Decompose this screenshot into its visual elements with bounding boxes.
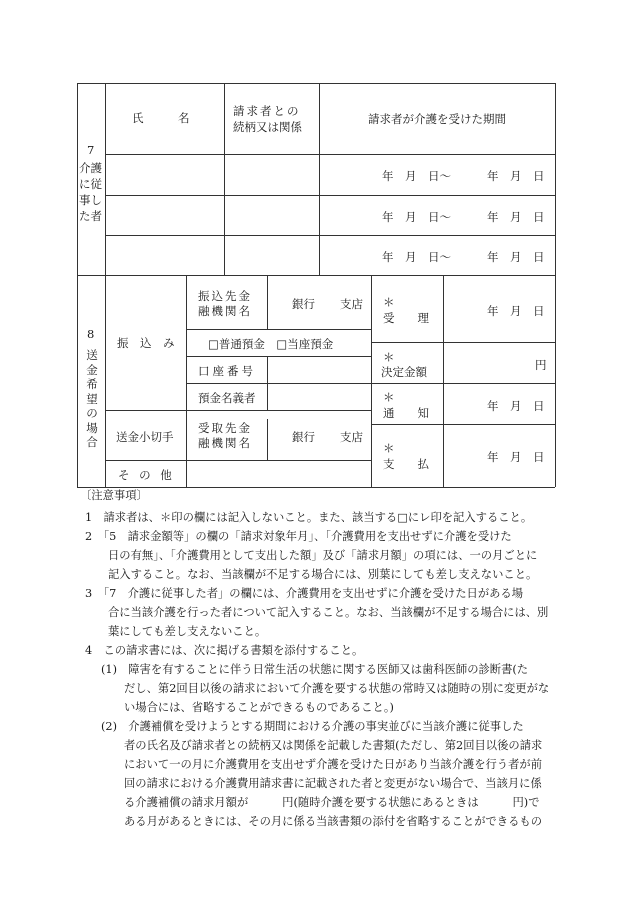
yen-label: 円: [535, 358, 547, 372]
deposit-type-checkboxes[interactable]: □普通預金 □当座預金: [208, 337, 334, 351]
col-relation-line: 続柄又は関係: [233, 120, 302, 134]
branch-suffix: 支店: [340, 430, 363, 444]
note-line: (1) 障害を有することに伴う日常生活の状態に関する医師又は歯科医師の診断書(た: [101, 663, 529, 676]
note-line: 葉にしても差し支えないこと。: [108, 625, 267, 638]
note-line: 回の請求における介護費用請求書に記載された者と変更がない場合で、当該月に係: [124, 777, 542, 790]
col-name-header: 氏 名: [132, 111, 190, 125]
other-label: そ の 他: [118, 468, 175, 482]
bank-label-line: 融機関名: [198, 304, 252, 318]
bank-suffix: 銀行: [292, 297, 315, 311]
note-line: 3 「7 介護に従事した者」の欄には、介護費用を支出せずに介護を受けた日がある場: [85, 587, 524, 600]
section7-label-line: に従: [79, 177, 102, 191]
notice-label: 通 知: [383, 406, 429, 420]
col-relation-line: 請求者との: [233, 104, 301, 118]
note-line: 4 この請求書には、次に掲げる書類を添付すること。: [85, 644, 364, 657]
section8-label-char: 合: [86, 435, 98, 449]
account-number-label: 口座番号: [198, 364, 256, 378]
note-line: 合に当該介護を行った者について記入すること。なお、当該欄が不足する場合には、別: [108, 606, 549, 619]
note-line: ある月があるときには、その月に係る当該書類の添付を省略することができるもの: [124, 815, 542, 828]
note-line: において一の月に介護費用を支出せず介護を受けた日があり当該介護を行う者が前: [124, 758, 542, 771]
section8-label: [85, 348, 99, 450]
bank-label-line: 振込先金: [198, 289, 252, 303]
bank-label: [198, 289, 252, 319]
section7-label-line: た者: [79, 209, 102, 223]
section8-label-char: 望: [86, 391, 98, 406]
period-from: 年 月 日～: [382, 169, 451, 183]
note-line: 1 請求者は、＊印の欄には記入しないこと。また、該当する□にレ印を記入すること。: [85, 511, 533, 524]
note-line: 者の氏名及び請求者との続柄又は関係を記載した書類(ただし、第2回目以後の請求: [124, 739, 543, 752]
col-relation-header: [233, 103, 302, 135]
juri-mark: ＊: [383, 295, 395, 309]
note-line: だし、第2回目以後の請求において介護を要する状態の常時又は随時の別に変更がな: [124, 682, 550, 695]
section8-label-char: 送: [86, 348, 98, 362]
check-label: 送金小切手: [116, 430, 174, 444]
pay-mark: ＊: [383, 441, 395, 455]
juri-label: 受 理: [383, 311, 429, 325]
section7-label: [79, 160, 102, 224]
note-line: 2 「5 請求金額等」の欄の「請求対象年月」、「介護費用を支出せずに介護を受けた: [85, 530, 512, 543]
period-from: 年 月 日～: [382, 250, 451, 264]
section7-label-line: 介護: [79, 161, 102, 175]
section8-label-char: 場: [86, 420, 98, 435]
period-to: 年 月 日: [487, 210, 545, 224]
note-line: (2) 介護補償を受けようとする期間における介護の事実並びに当該介護に従事した: [101, 720, 524, 733]
note-line: る介護補償の請求月額が 円(随時介護を要する状態にあるときは 円)で: [124, 796, 540, 809]
note-line: 記入すること。なお、当該欄が不足する場合には、別葉にしても差し支えないこと。: [108, 568, 538, 581]
notice-mark: ＊: [383, 390, 395, 404]
period-from: 年 月 日～: [382, 210, 451, 224]
receive-bank-line: 受取先金: [198, 421, 252, 435]
col-period-header: 請求者が介護を受けた期間: [368, 112, 506, 126]
receive-bank-label: [198, 421, 252, 451]
juri-date: 年 月 日: [487, 304, 545, 318]
pay-label: 支 払: [383, 457, 429, 471]
section8-label-char: 希: [86, 377, 98, 391]
note-line: 日の有無」、「介護費用として支出した額」及び「請求月額」の項には、一の月ごとに: [108, 549, 538, 562]
period-to: 年 月 日: [487, 169, 545, 183]
branch-suffix: 支店: [340, 297, 363, 311]
account-holder-label: 預金名義者: [198, 391, 256, 405]
notes-title: 〔注意事項〕: [80, 489, 148, 502]
decision-label: 決定金額: [381, 365, 427, 379]
bank-suffix: 銀行: [292, 430, 315, 444]
receive-bank-line: 融機関名: [198, 436, 252, 450]
pay-date: 年 月 日: [487, 450, 545, 464]
section7-number: 7: [87, 143, 95, 157]
notice-date: 年 月 日: [487, 399, 545, 413]
section7-label-line: 事し: [79, 193, 102, 207]
period-to: 年 月 日: [487, 250, 545, 264]
note-line: い場合には、省略することができるものであること。): [124, 701, 394, 714]
section8-label-char: 金: [86, 362, 98, 377]
furikomi-label: 振 込 み: [117, 336, 175, 350]
section8-number: 8: [87, 327, 95, 341]
section8-label-char: の: [86, 406, 98, 420]
decision-mark: ＊: [383, 350, 395, 364]
